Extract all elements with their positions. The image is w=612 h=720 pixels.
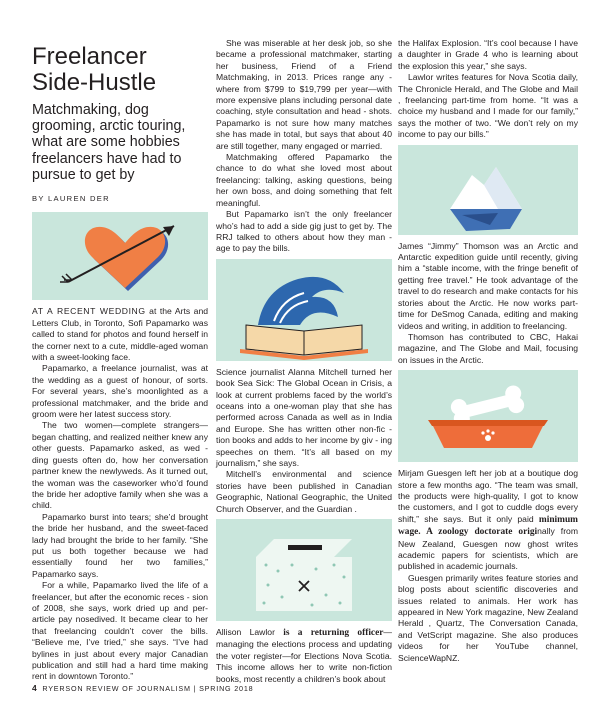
publication-name: RYERSON REVIEW OF JOURNALISM: [42, 684, 191, 693]
paragraph: AT A RECENT WEDDING at the Arts and Letters Club, in Toronto, Sofi Papamarko was called to stand for photos and found herself in the corner next to a cute, middle-aged woman with a sweet-looking face.: [32, 306, 208, 363]
page-number: 4: [32, 683, 38, 693]
paragraph: Mirjam Guesgen left her job at a boutique dog store a few months ago. “The team was small, the products were high-quality, I got to know the customers, and I got to cuddle dogs every shift,” she says. But it only paid minimum wage. A zoology doctorate originally from New Zealand, Guesgen now ghost writes academic papers for scientists, which are published in academic journals.: [398, 468, 578, 572]
article-dek: Matchmaking, dog grooming, arctic touring, what are some hobbies freelancers have had to pursue to get by: [32, 102, 186, 183]
issue-label: | SPRING 2018: [193, 684, 254, 693]
paragraph: Guesgen primarily writes feature stories and blog posts about scientific discoveries and issues related to animals. Her work has appeared in New York magazine, New Zealand Herald , Quartz, The Conversation Canada, and VetScript magazine. She also produces videos for her YouTube channel, ScienceWapNZ.: [398, 572, 578, 663]
book-wave-illustration: [216, 259, 392, 361]
paragraph: For a while, Papamarko lived the life of a freelancer, but after the economic reces - sion of 2008, she says, work dried up and per-article pay nosedived. It became clear to her that freelancing couldn’t cover the bills. “Believe me, I’ve tried,” she says. “I’ve had bylines in just about every major Canadian publication and still had a hard time making rent in downtown Toronto.”: [32, 580, 208, 682]
paragraph: James “Jimmy” Thomson was an Arctic and Antarctic expedition guide until recently, giving him a “stable income, with the fringe benefit of getting free travel.” He took advantage of the travel to do research and make contacts for his stories about the Arctic. He now works part-time for DeSmog Canada, editing and making videos and writing, in addition to freelancing.: [398, 240, 578, 331]
iceberg-illustration: [398, 145, 578, 235]
column-2: [216, 38, 392, 685]
paragraph: Science journalist Alanna Mitchell turned her book Sea Sick: The Global Ocean in Crisis, a look at current problems faced by the world’s oceans into a one-woman play that she has performed across Canada as well as in India and Europe. She has written other non-fic - tion books and adds to her income by giv - ing speeches on them. “It’s all based on my journalism,” she says.: [216, 366, 392, 468]
page-footer: [32, 683, 253, 693]
paragraph: Matchmaking offered Papamarko the chance to do what she loved most about freelancing: talking, asking questions, being her own boss, and doing something that felt meaningful.: [216, 152, 392, 208]
dog-bowl-illustration: [398, 370, 578, 462]
paragraph: Thomson has contributed to CBC, Hakai magazine, and The Globe and Mail, focusing on issues in the Arctic.: [398, 331, 578, 365]
paragraph: Allison Lawlor is a returning officer—managing the elections process and updating the voter register—for Elections Nova Scotia. This income allows her to write non-fiction books, most recently a children’s book about: [216, 627, 392, 684]
column-3: [398, 38, 578, 664]
paragraph: Papamarko burst into tears; she’d brought the bride her husband, and the sweet-faced lady had brought the bride to her family. “She put us both together because we had essentially found her two families,” Papamarko says.: [32, 511, 208, 579]
paragraph: Lawlor writes features for Nova Scotia daily, The Chronicle Herald, and The Globe and Mail , freelancing part-time from home. “It was a choice my husband and I made for our family,” says the mother of two. “We don’t rely on my income to pay our bills.”: [398, 72, 578, 140]
ballot-box-illustration: [216, 519, 392, 621]
paragraph: the Halifax Explosion. “It’s cool because I have a daughter in Grade 4 who is learning about the explosion this year,” she says.: [398, 38, 578, 71]
paragraph: She was miserable at her desk job, so she became a professional matchmaker, starting her business, Friend of a Friend Matchmaking, in 2013. Prices range any - where from $799 to $19,799 per year—with more expensive plans including personal date coaching, style consultation and head - shots. Papamarko is not sure how many matches she has made in total, but says that about 40 are still together, many engaged or married.: [216, 38, 392, 151]
byline: BY LAUREN DER: [32, 194, 110, 204]
paragraph: Mitchell’s environmental and science stories have been published in Canadian Geographic, National Geographic, the United Church Observer, and the Guardian .: [216, 469, 392, 514]
column-1: [32, 38, 208, 683]
paragraph: The two women—complete strangers—began chatting, and realized neither knew any other guests. Papamarko asked, as wed - ding guests often do, how her conversation partner knew the newlyweds. As it turned out, the woman was the caseworker who’d found the bride her adoptive family when she was a child.: [32, 420, 208, 511]
article-title: Freelancer Side-Hustle: [32, 43, 157, 96]
heart-arrow-illustration: [32, 212, 208, 300]
paragraph: Papamarko, a freelance journalist, was at the wedding as a guest of honour, of sorts. For several years, she’s moonlighted as a professional matchmaker, and the bride and groom were her latest success story.: [32, 363, 208, 420]
paragraph: But Papamarko isn’t the only freelancer who’s had to add a side gig just to get by. The RRJ talked to others about how they man - age to pay the bills.: [216, 209, 392, 254]
